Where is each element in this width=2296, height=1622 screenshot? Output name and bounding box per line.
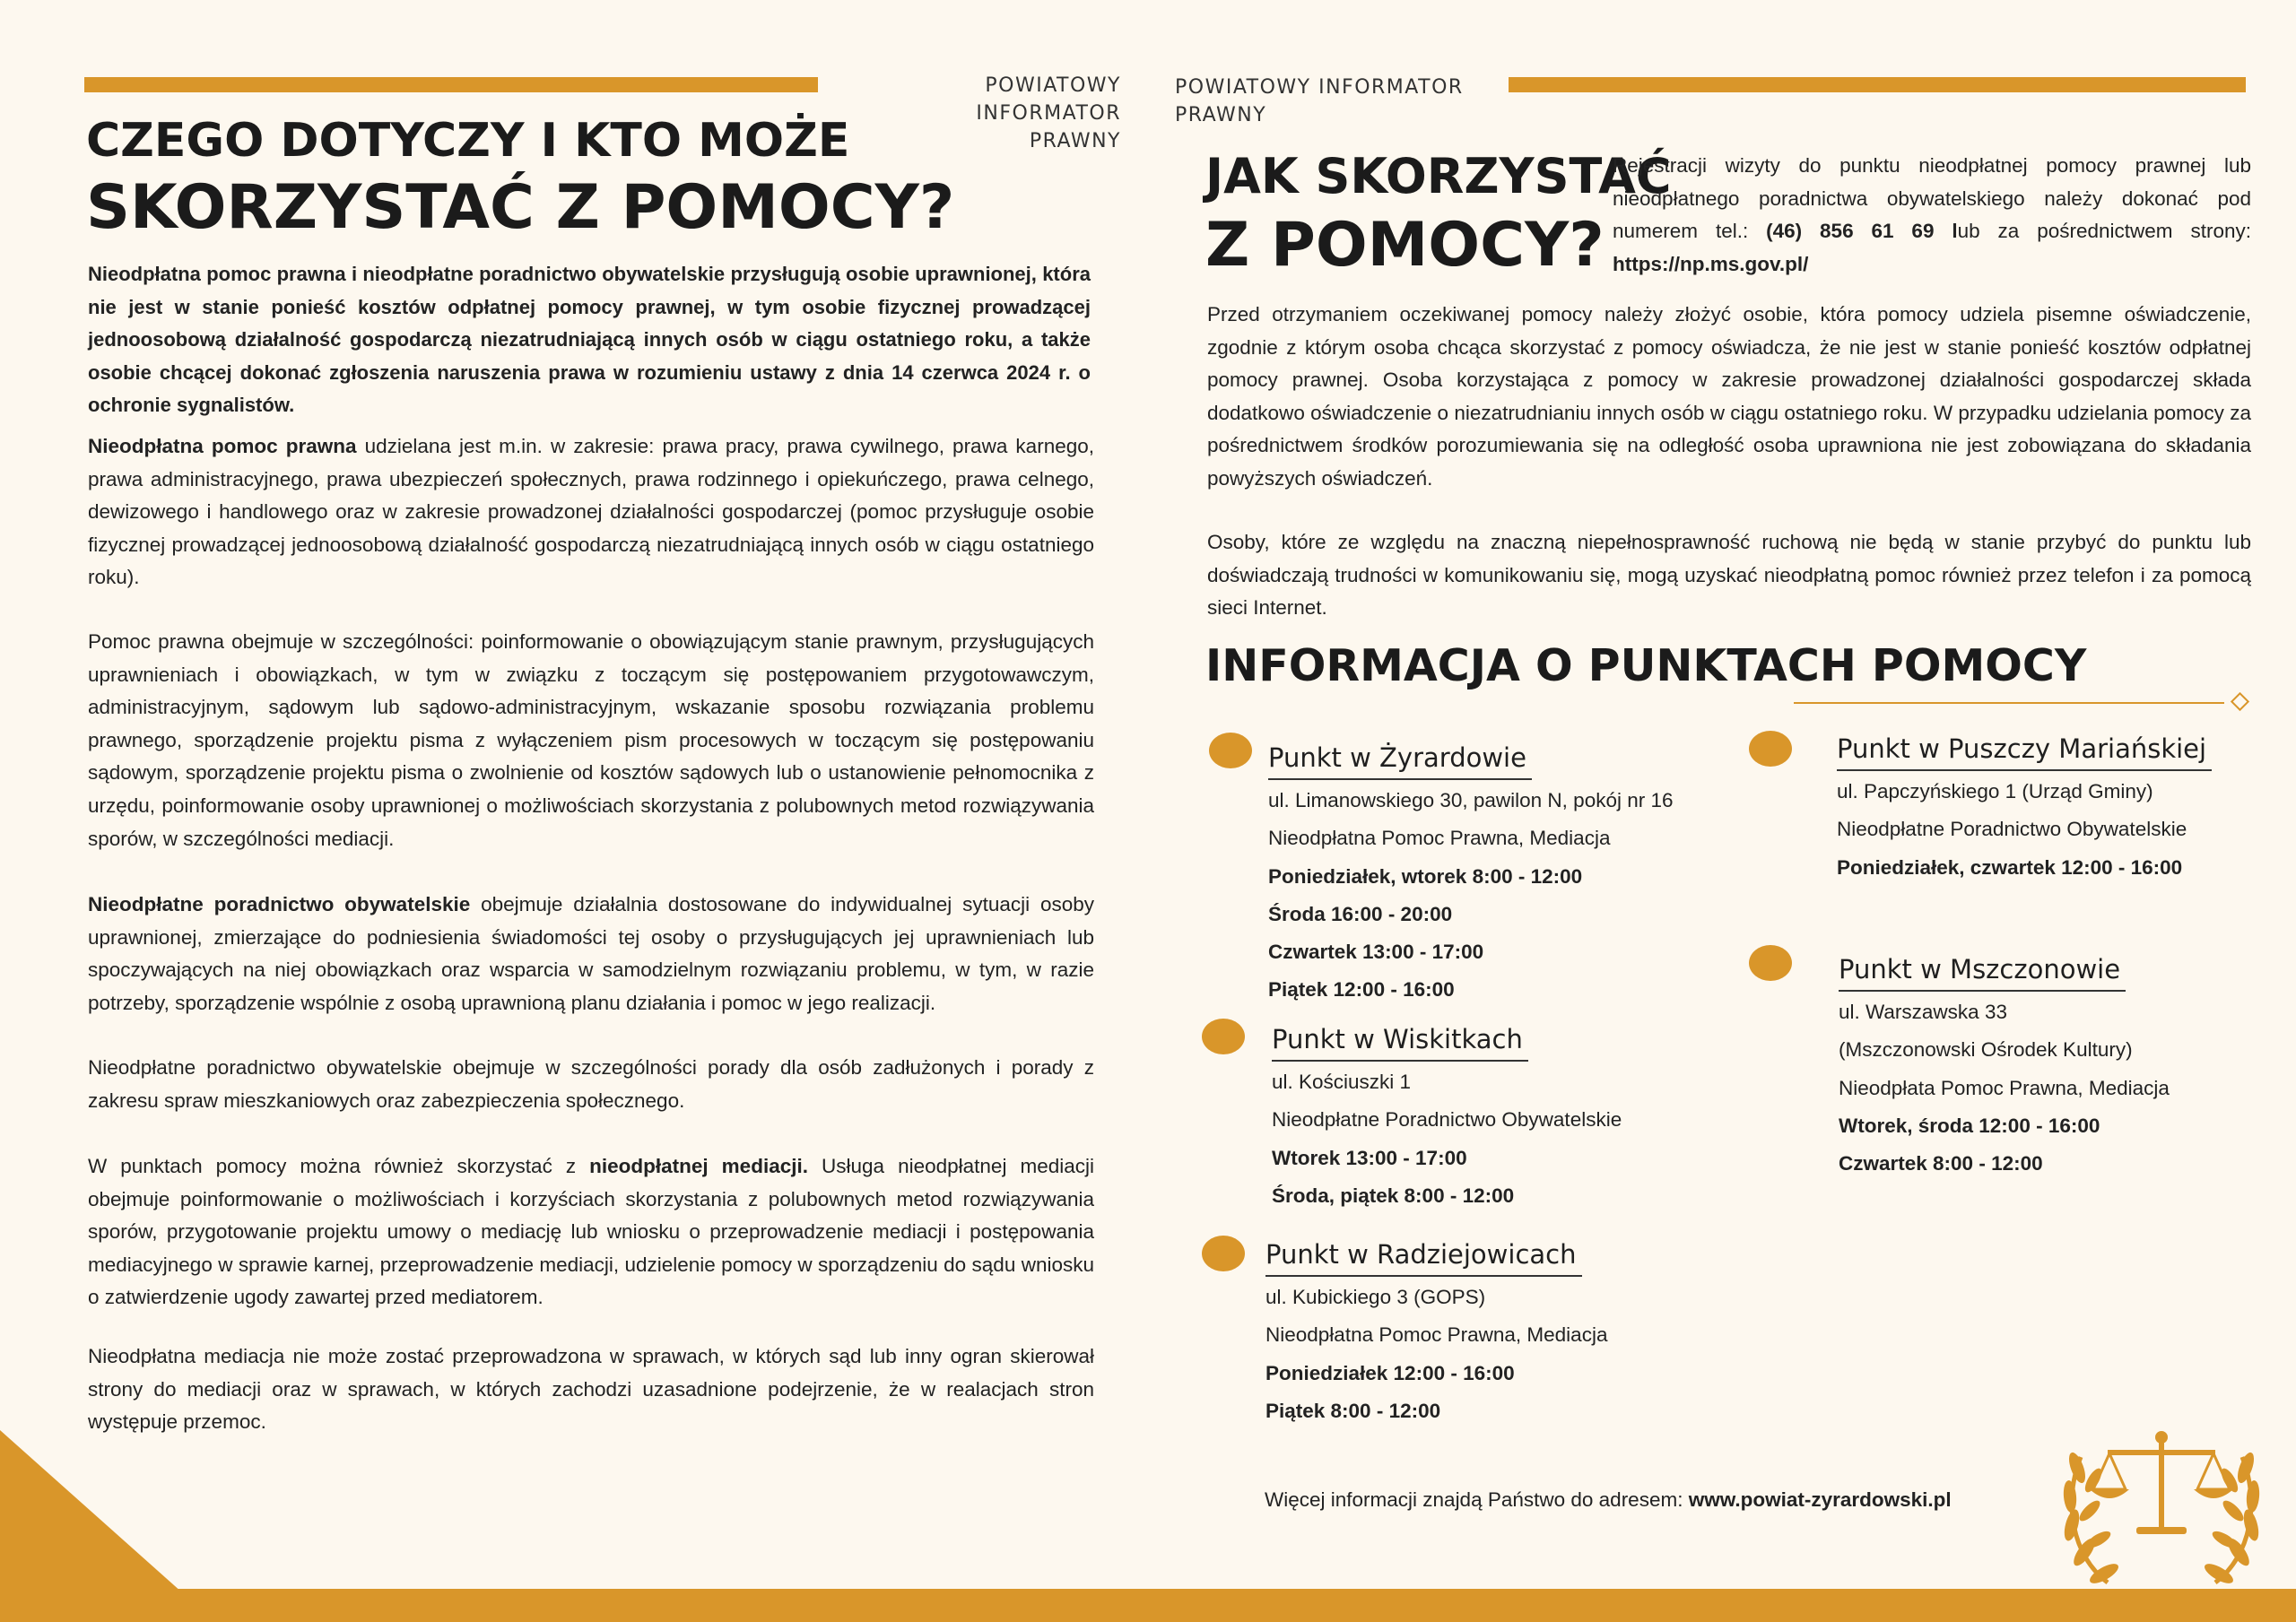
footer-url[interactable]: www.powiat-zyrardowski.pl [1688, 1488, 1952, 1511]
point-address: ul. Kościuszki 1 [1272, 1071, 1412, 1093]
point-address: ul. Warszawska 33 [1839, 1001, 2007, 1023]
right-header-bar [1509, 77, 2246, 92]
point-bullet-wiskitki [1202, 1019, 1245, 1054]
point-service: Nieodpłatna Pomoc Prawna, Mediacja [1268, 827, 1611, 850]
point-hours: Piątek 12:00 - 16:00 [1268, 978, 1455, 1002]
point-service: Nieodpłata Pomoc Prawna, Mediacja [1839, 1076, 2170, 1099]
section-divider [1794, 702, 2224, 704]
left-header-bar [84, 77, 818, 92]
right-paragraph-1: Przed otrzymaniem oczekiwanej pomocy należy złożyć osobie, która pomocy udziela pisemne oświadczenie, zgodnie z którym osoba chcąca skorzystać z pomocy oświadcza, że nie jest w stanie ponieść kosztów odpłatnej pomocy prawnej. Osoba korzystająca z pomocy w zakresie prowadzonej działalności gospodarczej składa dodatkowo oświadczenie o niezatrudnianiu innych osób w ciągu ostatniego roku. W przypadku udzielania pomocy za pośrednictwem środków porozumiewania się na odległość osoba uprawniona nie jest zobowiązana do składania powyższych oświadczeń. [1207, 303, 2251, 490]
point-address: ul. Papczyńskiego 1 (Urząd Gminy) [1837, 780, 2153, 802]
point-bullet-puszcza [1749, 731, 1792, 767]
point-hours: Czwartek 8:00 - 12:00 [1839, 1152, 2043, 1175]
point-radziejowice [1265, 1234, 1607, 1430]
left-paragraph-2: Pomoc prawna obejmuje w szczególności: poinformowanie o obowiązującym stanie prawnym, przysługujących uprawnieniach i obowiązkach, w tym w związku z toczącym się postępowaniem przygotowawczym, administracyjnym, sądowym lub sądowo-administracyjnym, wskazanie sposobu rozwiązania problemu prawnego, sporządzenie projektu pisma z wyłączeniem pism procesowych w toczącym się postępowaniu sądowym, sporządzenie projektu pisma o zwolnienie od kosztów sądowych lub o ustanowienie pełnomocnika z urzędu, poinformowanie osoby uprawnionej o możliwościach skorzystania z polubownych metod rozwiązywania sporów, w szczególności mediacji. [88, 630, 1094, 850]
footer-note: Więcej informacji znajdą Państwo do adresem: www.powiat-zyrardowski.pl [1265, 1488, 1952, 1511]
point-bullet-radziejowice [1202, 1236, 1245, 1271]
registration-info: Rejestracji wizyty do punktu nieodpłatnej pomocy prawnej lub nieodpłatnego poradnictwa obywatelskiego należy dokonać pod numerem tel.: (46) 856 61 69 lub za pośrednictwem strony: https://np.ms.gov.pl/ [1613, 154, 2251, 275]
scales-of-justice-icon [2054, 1403, 2269, 1592]
point-title: Punkt w Żyrardowie [1268, 737, 1532, 780]
diamond-icon [2231, 692, 2249, 711]
left-paragraph-1: Nieodpłatna pomoc prawna udzielana jest m.in. w zakresie: prawa pracy, prawa cywilnego, prawa karnego, prawa administracyjnego, prawa ubezpieczeń społecznych, prawa rodzinnego i opiekuńczego, prawa celnego, dewizowego i handlowego oraz w zakresie prowadzonej działalności gospodarczej (pomoc przysługuje osobie fizycznej prowadzącej jednoosobową działalność gospodarczą niezatrudniającą innych osób w ciągu ostatniego roku). [88, 435, 1094, 589]
right-header-label: POWIATOWY INFORMATOR PRAWNY [1175, 76, 1464, 126]
point-hours: Wtorek 13:00 - 17:00 [1272, 1146, 1467, 1169]
point-mszczonow [1839, 949, 2170, 1183]
point-hours: Poniedziałek, wtorek 8:00 - 12:00 [1268, 864, 1583, 888]
right-title-line-2: Z POMOCY? [1205, 210, 1605, 281]
point-puszcza-marianska [1837, 728, 2212, 887]
bottom-bar [0, 1589, 2296, 1622]
point-service: Nieodpłatne Poradnictwo Obywatelskie [1272, 1108, 1622, 1132]
point-title: Punkt w Wiskitkach [1272, 1019, 1528, 1062]
left-paragraph-6: Nieodpłatna mediacja nie może zostać przeprowadzona w sprawach, w których sąd lub inny ogran skierował strony do mediacji oraz w sprawach, w których zachodzi uzasadnione podejrzenie, że w realacjach stron występuje przemoc. [88, 1345, 1094, 1434]
point-hours: Poniedziałek, czwartek 12:00 - 16:00 [1837, 855, 2183, 879]
point-wiskitki [1272, 1019, 1622, 1215]
left-title-line-2: SKORZYSTAĆ Z POMOCY? [86, 172, 955, 243]
point-hours: Środa 16:00 - 20:00 [1268, 902, 1453, 925]
point-hours: Czwartek 13:00 - 17:00 [1268, 941, 1484, 964]
left-paragraph-3: Nieodpłatne poradnictwo obywatelskie obejmuje działalnia dostosowane do indywidualnej sytuacji osoby uprawnionej, zmierzające do podniesienia świadomości tej osoby o przysługujących jej uprawnieniach lub spoczywających na niej obowiązkach oraz wsparcia w samodzielnym rozwiązaniu problemu, w tym, w razie potrzeby, sporządzenie wspólnie z osobą uprawnioną planu działania i pomoc w jego realizacji. [88, 893, 1094, 1014]
point-zyrardow [1268, 737, 1674, 1010]
point-address: (Mszczonowski Ośrodek Kultury) [1839, 1038, 2133, 1062]
point-title: Punkt w Radziejowicach [1265, 1234, 1582, 1277]
point-service: Nieodpłatne Poradnictwo Obywatelskie [1837, 818, 2187, 841]
point-hours: Środa, piątek 8:00 - 12:00 [1272, 1184, 1515, 1207]
point-hours: Poniedziałek 12:00 - 16:00 [1265, 1361, 1515, 1384]
point-service: Nieodpłatna Pomoc Prawna, Mediacja [1265, 1323, 1608, 1347]
registration-url[interactable]: https://np.ms.gov.pl/ [1613, 252, 1809, 275]
point-address: ul. Limanowskiego 30, pawilon N, pokój nr 16 [1268, 789, 1674, 811]
left-header-label: POWIATOWY INFORMATOR PRAWNY [976, 74, 1121, 152]
left-paragraph-5: W punktach pomocy można również skorzystać z nieodpłatnej mediacji. Usługa nieodpłatnej mediacji obejmuje poinformowanie o możliwościach i korzyściach skorzystania z polubownych metod rozwiązywania sporów, przygotowanie projektu umowy o mediację lub wniosku o przeprowadzenie mediacji i postępowania mediacyjnego w sprawie karnej, przeprowadzenie mediacji, udzielenie pomocy w sporządzeniu do sądu wniosku o zatwierdzenie ugody zawartej przed mediatorem. [88, 1155, 1094, 1309]
point-bullet-mszczonow [1749, 945, 1792, 981]
left-intro: Nieodpłatna pomoc prawna i nieodpłatne poradnictwo obywatelskie przysługują osobie uprawnionej, która nie jest w stanie ponieść kosztów odpłatnej pomocy prawnej, w tym osobie fizycznej prowadzącej jednoosobową działalność gospodarczą niezatrudniającą innych osób w ciągu ostatniego roku, a także osobie chcącej dokonać zgłoszenia naruszenia prawa w rozumieniu ustawy z dnia 14 czerwca 2024 r. o ochronie sygnalistów. [88, 263, 1091, 417]
point-bullet-zyrardow [1209, 733, 1252, 768]
point-title: Punkt w Mszczonowie [1839, 949, 2126, 992]
point-address: ul. Kubickiego 3 (GOPS) [1265, 1286, 1486, 1308]
left-paragraph-4: Nieodpłatne poradnictwo obywatelskie obejmuje w szczególności porady dla osób zadłużonych i porady z zakresu spraw mieszkaniowych oraz zabezpieczenia społecznego. [88, 1056, 1094, 1112]
point-title: Punkt w Puszczy Mariańskiej [1837, 728, 2212, 771]
left-title-line-1: CZEGO DOTYCZY I KTO MOŻE [86, 114, 850, 168]
point-hours: Piątek 8:00 - 12:00 [1265, 1399, 1441, 1422]
point-hours: Wtorek, środa 12:00 - 16:00 [1839, 1114, 2100, 1137]
right-paragraph-2: Osoby, które ze względu na znaczną niepełnosprawność ruchową nie będą w stanie przybyć do punktu lub doświadczają trudności w komunikowaniu się, mogą uzyskać nieodpłatną pomoc również przez telefon i za pomocą sieci Internet. [1207, 531, 2251, 620]
right-title-line-1: JAK SKORZYSTAĆ [1205, 148, 1672, 204]
section-title: INFORMACJA O PUNKTACH POMOCY [1205, 640, 2087, 691]
